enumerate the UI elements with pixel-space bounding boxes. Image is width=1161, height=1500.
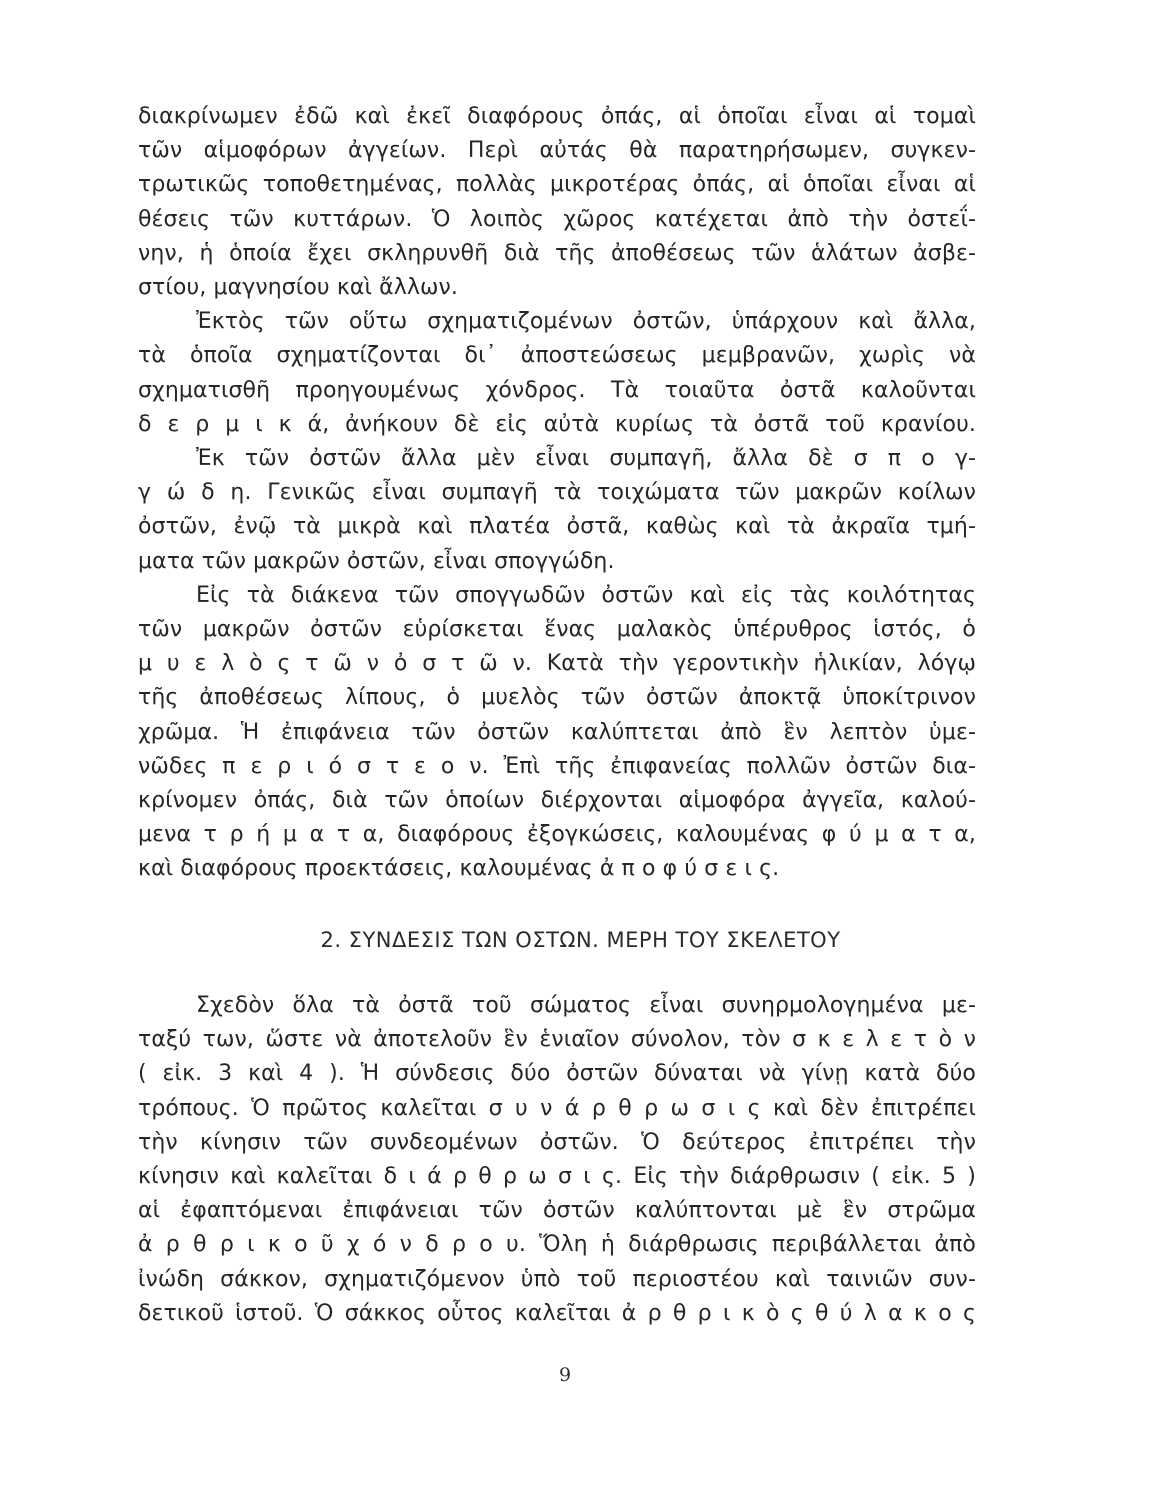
text-line: μενα τ ρ ή μ α τ α, διαφόρους ἐξογκώσεις, καλουμένας φ ύ μ α τ α, xyxy=(138,822,976,848)
text-line: ἀ ρ θ ρ ι κ ο ῦ χ ό ν δ ρ ο υ. Ὅλη ἡ διάρθρωσις περιβάλλεται ἀπὸ xyxy=(138,1232,976,1258)
text-line: τὰ ὁποῖα σχηματίζονται δι᾽ ἀποστεώσεως μεμβρανῶν, χωρὶς νὰ xyxy=(138,343,976,369)
text-line: νῶδες π ε ρ ι ό σ τ ε ο ν. Ἐπὶ τῆς ἐπιφανείας πολλῶν ὀστῶν δια- xyxy=(138,753,976,779)
text-line: μ υ ε λ ὸ ς τ ῶ ν ὀ σ τ ῶ ν. Κατὰ τὴν γεροντικὴν ἡλικίαν, λόγῳ xyxy=(138,651,976,677)
text-line: δ ε ρ μ ι κ ά, ἀνήκουν δὲ εἰς αὐτὰ κυρίως τὰ ὀστᾶ τοῦ κρανίου. xyxy=(138,411,976,437)
body-text-section-1 xyxy=(138,100,976,887)
text-line: χρῶμα. Ἡ ἐπιφάνεια τῶν ὀστῶν καλύπτεται ἀπὸ ἓν λεπτὸν ὑμε- xyxy=(138,719,976,745)
text-line: αἱ ἐφαπτόμεναι ἐπιφάνειαι τῶν ὀστῶν καλύπτονται μὲ ἓν στρῶμα xyxy=(138,1198,976,1224)
text-line: Ἐκτὸς τῶν οὕτω σχηματιζομένων ὀστῶν, ὑπάρχουν καὶ ἄλλα, xyxy=(196,309,976,335)
text-line: τῆς ἀποθέσεως λίπους, ὁ μυελὸς τῶν ὀστῶν ἀποκτᾷ ὑποκίτρινον xyxy=(138,685,976,711)
text-line: κρίνομεν ὀπάς, διὰ τῶν ὁποίων διέρχονται αἱμοφόρα ἀγγεῖα, καλού- xyxy=(138,788,976,814)
text-line: τρωτικῶς τοποθετημένας, πολλὰς μικροτέρας ὀπάς, αἱ ὁποῖαι εἶναι αἱ xyxy=(138,172,976,198)
text-line: σχηματισθῆ προηγουμένως χόνδρος. Τὰ τοιαῦτα ὀστᾶ καλοῦνται xyxy=(138,377,976,403)
text-line: ταξύ των, ὥστε νὰ ἀποτελοῦν ἓν ἑνιαῖον σύνολον, τὸν σ κ ε λ ε τ ὸ ν xyxy=(138,1027,976,1053)
text-line: ( εἰκ. 3 καὶ 4 ). Ἡ σύνδεσις δύο ὀστῶν δύναται νὰ γίνῃ κατὰ δύο xyxy=(138,1061,976,1087)
text-line: στίου, μαγνησίου καὶ ἄλλων. xyxy=(138,275,458,301)
text-line: ἰνώδη σάκκον, σχηματιζόμενον ὑπὸ τοῦ περιοστέου καὶ ταινιῶν συν- xyxy=(138,1266,976,1292)
body-text-section-2 xyxy=(138,989,976,1331)
section-heading: 2. ΣΥΝΔΕΣΙΣ ΤΩΝ ΟΣΤΩΝ. ΜΕΡΗ ΤΟΥ ΣΚΕΛΕΤΟΥ xyxy=(320,928,841,952)
text-line: τῶν αἱμοφόρων ἀγγείων. Περὶ αὐτάς θὰ παρατηρήσωμεν, συγκεν- xyxy=(138,138,976,164)
page-number: 9 xyxy=(558,1364,572,1386)
text-line: θέσεις τῶν κυττάρων. Ὁ λοιπὸς χῶρος κατέχεται ἀπὸ τὴν ὀστεΐ- xyxy=(138,206,976,232)
text-line: Σχεδὸν ὅλα τὰ ὀστᾶ τοῦ σώματος εἶναι συνηρμολογημένα με- xyxy=(196,993,976,1018)
text-line: κίνησιν καὶ καλεῖται δ ι ά ρ θ ρ ω σ ι ς. Εἰς τὴν διάρθρωσιν ( εἰκ. 5 ) xyxy=(138,1164,976,1190)
text-line: νην, ἡ ὁποία ἔχει σκληρυνθῆ διὰ τῆς ἀποθέσεως τῶν ἁλάτων ἀσβε- xyxy=(138,240,976,266)
text-line: ματα τῶν μακρῶν ὀστῶν, εἶναι σπογγώδη. xyxy=(138,548,615,574)
text-line: δετικοῦ ἱστοῦ. Ὁ σάκκος οὗτος καλεῖται ἀ ρ θ ρ ι κ ὸ ς θ ύ λ α κ ο ς xyxy=(138,1300,976,1326)
text-line: Ἐκ τῶν ὀστῶν ἄλλα μὲν εἶναι συμπαγῆ, ἄλλα δὲ σ π ο γ- xyxy=(196,446,976,472)
text-line: ὀστῶν, ἐνῷ τὰ μικρὰ καὶ πλατέα ὀστᾶ, καθὼς καὶ τὰ ἀκραῖα τμή- xyxy=(138,514,976,540)
text-line: τῶν μακρῶν ὀστῶν εὑρίσκεται ἕνας μαλακὸς ὑπέρυθρος ἱστός, ὁ xyxy=(138,617,976,643)
text-line: τρόπους. Ὁ πρῶτος καλεῖται σ υ ν ά ρ θ ρ ω σ ι ς καὶ δὲν ἐπιτρέπει xyxy=(138,1095,976,1121)
text-line: καὶ διαφόρους προεκτάσεις, καλουμένας ἀ π ο φ ύ σ ε ι ς. xyxy=(138,856,780,882)
text-line: τὴν κίνησιν τῶν συνδεομένων ὀστῶν. Ὁ δεύτερος ἐπιτρέπει τὴν xyxy=(138,1129,976,1155)
text-line: γ ώ δ η. Γενικῶς εἶναι συμπαγῆ τὰ τοιχώματα τῶν μακρῶν κοίλων xyxy=(138,480,976,506)
text-line: Εἰς τὰ διάκενα τῶν σπογγωδῶν ὀστῶν καὶ εἰς τὰς κοιλότητας xyxy=(196,582,976,608)
text-line: διακρίνωμεν ἐδῶ καὶ ἐκεῖ διαφόρους ὀπάς, αἱ ὁποῖαι εἶναι αἱ τομαὶ xyxy=(138,104,976,129)
